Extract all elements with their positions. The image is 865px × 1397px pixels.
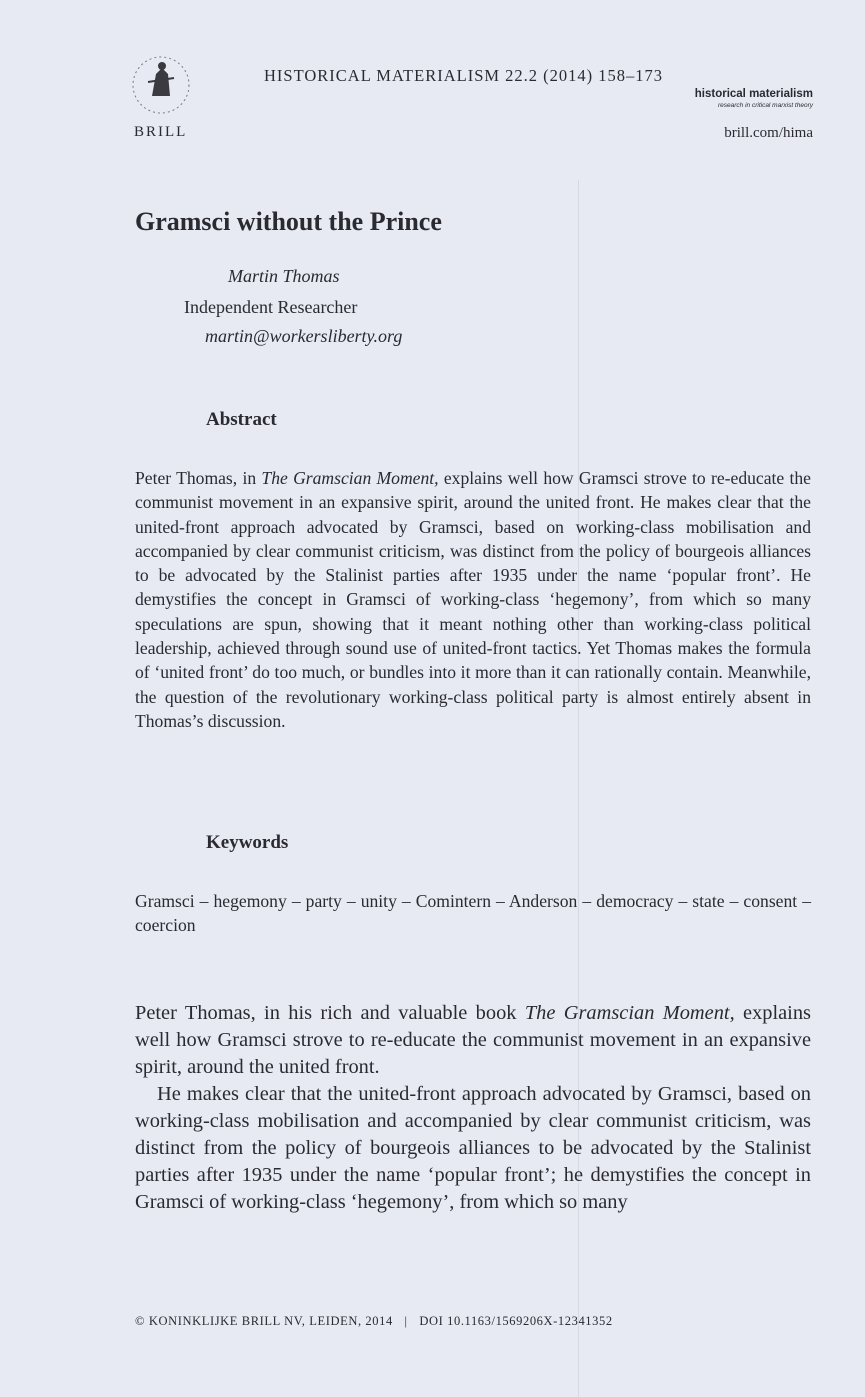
- body-paragraph-start: Peter Thomas, in his rich and valuable book: [135, 1002, 525, 1024]
- author-email: martin@workersliberty.org: [205, 326, 403, 346]
- copyright: © KONINKLIJKE BRILL NV, LEIDEN, 2014: [135, 1314, 393, 1328]
- body-paragraph: [135, 1000, 811, 1081]
- body-paragraph: He makes clear that the united-front approach advocated by Gramsci, based on working-class mobilisation and accompanied by clear communist criticism, was distinct from the policy of bourgeois alliances to be advocated by the Stalinist parties after 1935 under the name ‘popular front’; he demystifies the concept in Gramsci of working-class ‘hegemony’, from which so many: [135, 1083, 811, 1213]
- abstract-heading: Abstract: [206, 409, 277, 430]
- abstract-text-start: Peter Thomas, in: [135, 468, 262, 488]
- footer: [135, 1314, 613, 1329]
- author-affiliation: Independent Researcher: [184, 297, 358, 317]
- journal-name: historical materialism: [694, 88, 813, 100]
- book-title: The Gramscian Moment,: [524, 1002, 735, 1024]
- brill-seal-icon: [128, 52, 194, 118]
- doi: DOI 10.1163/1569206X-12341352: [419, 1314, 613, 1328]
- journal-website: brill.com/hima: [724, 125, 813, 141]
- journal-citation: HISTORICAL MATERIALISM 22.2 (2014) 158–173: [264, 66, 664, 85]
- abstract-text-rest: explains well how Gramsci strove to re-educate the communist movement in an expansive spirit, around the united front. He makes clear that the united-front approach advocated by Gramsci, based on working-class mobilisation and accompanied by clear communist criticism, was distinct from the policy of bourgeois alliances to be advocated by the Stalinist parties after 1935 under the name ‘popular front’. He demystifies the concept in Gramsci of working-class ‘hegemony’, from which so many speculations are spun, showing that it meant nothing other than working-class political leadership, achieved through sound use of united-front tactics. Yet Thomas makes the formula of ‘united front’ do too much, or bundles into it more than it can rationally contain. Meanwhile, the question of the revolutionary working-class political party is almost entirely absent in Thomas’s discussion.: [135, 468, 811, 731]
- journal-tagline: research in critical marxist theory: [718, 102, 813, 109]
- author-name: Martin Thomas: [228, 266, 340, 286]
- body-text: [135, 1000, 811, 1216]
- article-title: Gramsci without the Prince: [135, 207, 442, 236]
- keywords-heading: Keywords: [206, 832, 289, 853]
- body-paragraph-rest: explains well how Gramsci strove to re-educate the communist movement in an expansive spirit, around the united front.: [135, 1002, 811, 1078]
- footer-separator: |: [404, 1314, 408, 1328]
- keywords-text: Gramsci – hegemony – party – unity – Comintern – Anderson – democracy – state – consent – coercion: [135, 891, 811, 936]
- book-title: The Gramscian Moment,: [261, 468, 439, 488]
- publisher-name: BRILL: [134, 124, 188, 140]
- abstract-text: [135, 466, 811, 733]
